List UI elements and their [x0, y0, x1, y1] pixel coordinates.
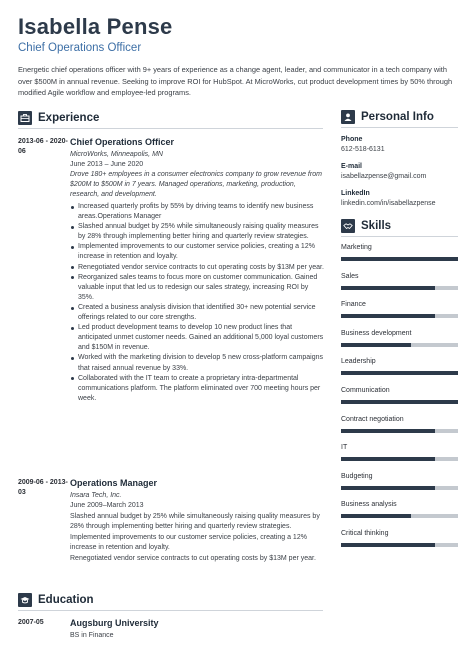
list-item: Implemented improvements to our customer service policies, creating a 12% increase in retention and loyalty. — [70, 242, 324, 262]
education-divider — [18, 610, 323, 611]
skill-name: Sales — [341, 272, 359, 280]
skill-item — [341, 243, 458, 261]
skill-item — [341, 386, 458, 404]
experience-heading — [18, 111, 99, 125]
skill-level-bar — [341, 486, 458, 490]
skill-level-fill — [341, 514, 411, 518]
education-title: Education — [38, 594, 94, 606]
education-heading — [18, 593, 94, 607]
skill-level-fill — [341, 400, 458, 404]
skill-item — [341, 272, 458, 290]
skill-level-fill — [341, 371, 458, 375]
skill-name: Finance — [341, 301, 366, 309]
skill-item — [341, 529, 458, 547]
personal-info-divider — [341, 127, 458, 128]
list-item: Reorganized sales teams to focus more on customer communication. Gained valuable input that led us to redesign our sales strategy, increasing ROI by 35%. — [70, 273, 324, 303]
skill-level-fill — [341, 286, 435, 290]
skills-divider — [341, 236, 458, 237]
summary-paragraph: Energetic chief operations officer with 9+ years of experience as a change agent, leader, and communicator in a tech company with over $500M in annual revenue. Seeking to improve ROI for HubSpot. At MicroWorks, cut product development times by 50% through modified Agile workflow and employee-led programs. — [18, 65, 453, 97]
skill-level-fill — [341, 543, 435, 547]
skill-name: Leadership — [341, 358, 376, 366]
skill-level-fill — [341, 257, 458, 261]
skill-item — [341, 357, 458, 375]
list-item: Collaborated with the IT team to create a proprietary intra-departmental communications platform. The platform eliminated over 700 meeting hours per week. — [70, 374, 324, 404]
job-2-title: Operations Manager — [70, 478, 158, 488]
job-entry-1 — [18, 136, 323, 476]
candidate-name: Isabella Pense — [18, 14, 173, 39]
job-2-details — [70, 477, 324, 564]
education-details — [70, 617, 324, 641]
phone-label: Phone — [341, 136, 363, 143]
skill-name: Critical thinking — [341, 530, 389, 537]
skill-level-bar — [341, 457, 458, 461]
education-degree: BS in Finance — [70, 632, 114, 639]
job-1-company: MicroWorks, Minneapolis, MN — [70, 151, 163, 158]
skill-level-bar — [341, 543, 458, 547]
education-date: 2007-05 — [18, 619, 44, 626]
job-1-description: Drove 180+ employees in a consumer electronics company to grow revenue from $200M to $500M in 7 years. Managed operations, marketing, production, research, and development. — [70, 171, 322, 198]
skill-level-fill — [341, 429, 435, 433]
skills-heading — [341, 219, 391, 233]
skill-item — [341, 500, 458, 518]
job-entry-2 — [18, 477, 323, 587]
skill-level-bar — [341, 343, 458, 347]
list-item: Increased quarterly profits by 55% by driving teams to identify new business areas.Operations Manager — [70, 202, 324, 222]
skill-name: Business analysis — [341, 501, 397, 509]
list-item: Renegotiated vendor service contracts to cut operating costs by $13M per year. — [70, 263, 324, 273]
skills-list — [341, 243, 458, 553]
list-item: Slashed annual budget by 25% while simultaneously raising quality measures by 28% through implementing better hiring and quarterly review strategies. — [70, 222, 324, 242]
skill-name: Contract negotiation — [341, 415, 404, 423]
skill-level-bar — [341, 371, 458, 375]
skill-level-bar — [341, 314, 458, 318]
skill-item — [341, 300, 458, 318]
experience-divider — [18, 128, 323, 129]
job-1-details — [70, 136, 324, 404]
phone-value: 612-518-6131 — [341, 146, 385, 153]
skill-name: IT — [341, 444, 348, 452]
job-2-date: 2009-06 - 2013-03 — [18, 479, 68, 496]
personal-info-title: Personal Info — [361, 111, 434, 123]
skill-level-bar — [341, 429, 458, 433]
handshake-icon — [341, 219, 355, 233]
skill-item — [341, 443, 458, 461]
list-item: Worked with the marketing division to develop 5 new cross-platform campaigns that raised annual revenue by 33%. — [70, 353, 324, 373]
skill-level-bar — [341, 400, 458, 404]
graduation-cap-icon — [18, 593, 32, 607]
briefcase-icon — [18, 111, 32, 125]
skill-name: Communication — [341, 387, 390, 394]
personal-info-heading — [341, 110, 434, 124]
skill-item — [341, 329, 458, 347]
job-1-title: Chief Operations Officer — [70, 137, 175, 147]
skill-level-fill — [341, 343, 411, 347]
job-2-dates: June 2009–March 2013 — [70, 502, 144, 509]
list-item: Led product development teams to develop 10 new product lines that anticipated unmet customer needs. Gained an additional 5,000 loyal customers and $150M in revenue. — [70, 323, 324, 353]
education-entry — [18, 617, 323, 647]
skill-item — [341, 415, 458, 433]
skill-level-bar — [341, 514, 458, 518]
skill-level-fill — [341, 486, 435, 490]
skill-name: Business development — [341, 329, 412, 337]
skills-title: Skills — [361, 220, 392, 232]
job-2-line: Implemented improvements to our customer service policies, creating a 12% increase in retention and loyalty. — [70, 534, 307, 552]
job-1-date: 2013-06 - 2020-06 — [18, 138, 68, 155]
job-1-dates: June 2013 – June 2020 — [70, 161, 144, 168]
skill-name: Marketing — [341, 244, 372, 251]
candidate-title: Chief Operations Officer — [18, 42, 142, 54]
email-value: isabellazpense@gmail.com — [341, 173, 427, 180]
job-2-line: Slashed annual budget by 25% while simultaneously raising quality measures by 28% through implementing better hiring and quarterly review strategies. — [70, 513, 320, 531]
skill-level-bar — [341, 286, 458, 290]
linkedin-value: linkedin.com/in/isabellazpense — [341, 200, 436, 207]
email-label: E-mail — [341, 163, 363, 170]
skill-item — [341, 472, 458, 490]
job-2-company: Insara Tech, Inc. — [70, 492, 122, 499]
experience-title: Experience — [38, 112, 100, 124]
skill-level-fill — [341, 314, 435, 318]
list-item: Created a business analysis division that identified 30+ new potential service offerings related to our core strengths. — [70, 303, 324, 323]
person-icon — [341, 110, 355, 124]
skill-level-fill — [341, 457, 435, 461]
personal-info-block — [341, 135, 458, 209]
skill-level-bar — [341, 257, 458, 261]
job-1-bullets — [70, 202, 324, 404]
linkedin-label: LinkedIn — [341, 190, 370, 197]
education-school: Augsburg University — [70, 618, 159, 628]
job-2-line: Renegotiated vendor service contracts to cut operating costs by $13M per year. — [70, 555, 316, 563]
skill-name: Budgeting — [341, 472, 373, 480]
